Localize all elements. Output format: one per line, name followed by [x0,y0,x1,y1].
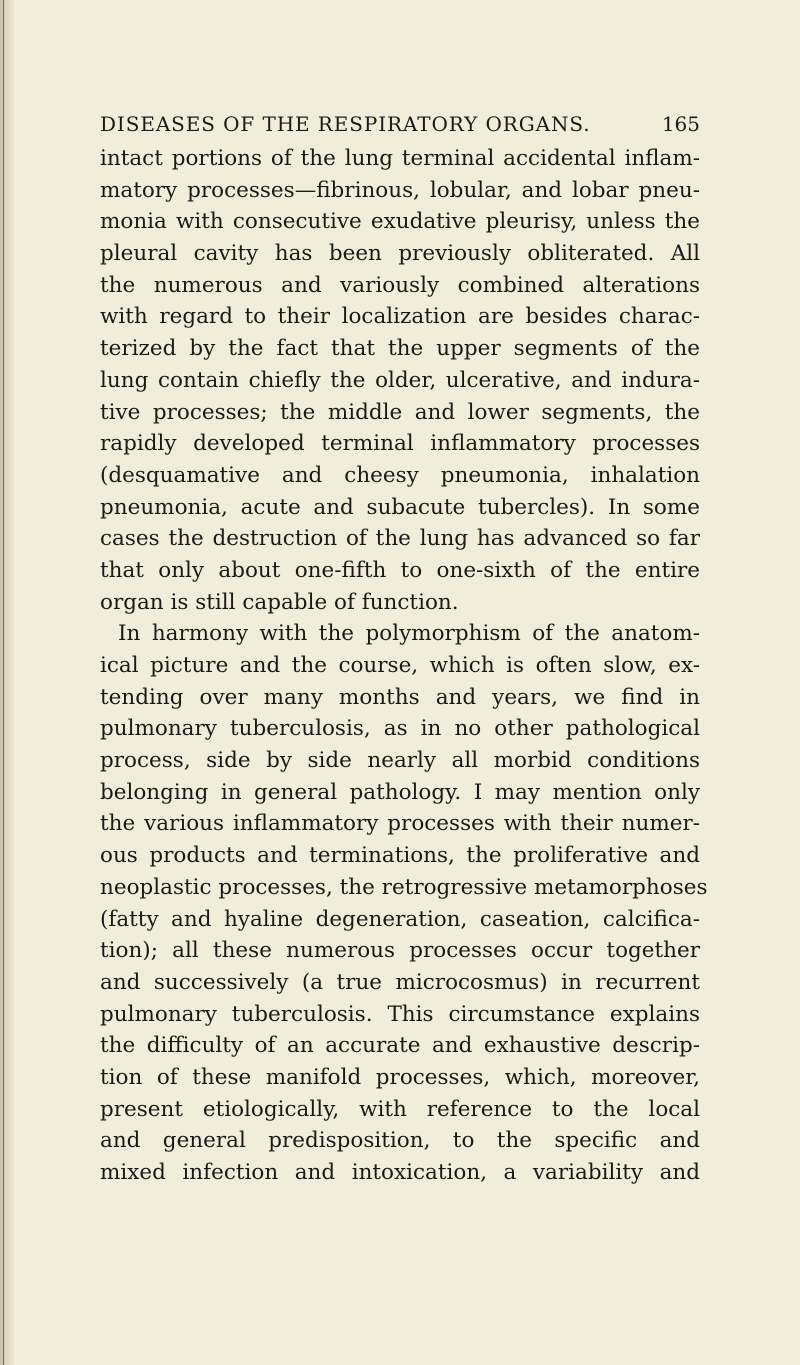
text-line: monia with consecutive exudative pleurisy, unless the [100,209,700,235]
text-line: pulmonary tuberculosis, as in no other pathological [100,716,700,742]
text-line: and general predisposition, to the specific and [100,1128,700,1154]
text-line: the difficulty of an accurate and exhaustive descrip- [100,1033,700,1059]
text-line: with regard to their localization are besides charac- [100,304,700,330]
text-line: terized by the fact that the upper segments of the [100,336,700,362]
text-line: and successively (a true microcosmus) in recurrent [100,969,700,995]
text-line: rapidly developed terminal inflammatory processes [100,431,700,457]
page-number: 165 [661,112,700,136]
header-title: DISEASES OF THE RESPIRATORY ORGANS. [100,112,591,136]
text-line: pleural cavity has been previously obliterated. All [100,241,700,267]
text-line: ous products and terminations, the proliferative and [100,843,700,869]
text-line: intact portions of the lung terminal accidental inflam- [100,146,700,171]
text-line: cases the destruction of the lung has advanced so far [100,526,700,552]
text-line: that only about one-fifth to one-sixth of the entire [100,557,700,583]
text-line: (fatty and hyaline degeneration, caseation, calcifica- [100,906,700,932]
text-line: (desquamative and cheesy pneumonia, inhalation [100,462,700,488]
paragraph-last-line: organ is still capable of function. [100,589,459,615]
text-line: tion of these manifold processes, which, moreover, [100,1064,700,1090]
text-line: present etiologically, with reference to the local [100,1096,700,1122]
text-line: tion); all these numerous processes occur together [100,938,700,964]
text-line: ical picture and the course, which is often slow, ex- [100,653,700,678]
text-line: the various inflammatory processes with their numer- [100,811,700,837]
text-line: belonging in general pathology. I may mention only [100,779,700,805]
text-line: mixed infection and intoxication, a variability and [100,1160,700,1185]
text-line: matory processes—fibrinous, lobular, and lobar pneu- [100,177,700,203]
running-header [100,112,700,142]
text-line: tive processes; the middle and lower segments, the [100,399,700,425]
text-line: process, side by side nearly all morbid conditions [100,748,700,774]
text-line: lung contain chiefly the older, ulcerative, and indura- [100,367,700,393]
text-line: pneumonia, acute and subacute tubercles). In some [100,494,700,520]
paragraph-first-line: In harmony with the polymorphism of the anatom- [118,621,700,647]
text-line: neoplastic processes, the retrogressive metamorphoses [100,874,708,900]
body-text [100,143,708,1189]
text-line: the numerous and variously combined alterations [100,272,700,298]
text-line: tending over many months and years, we find in [100,684,700,710]
text-line: pulmonary tuberculosis. This circumstance explains [100,1001,700,1027]
